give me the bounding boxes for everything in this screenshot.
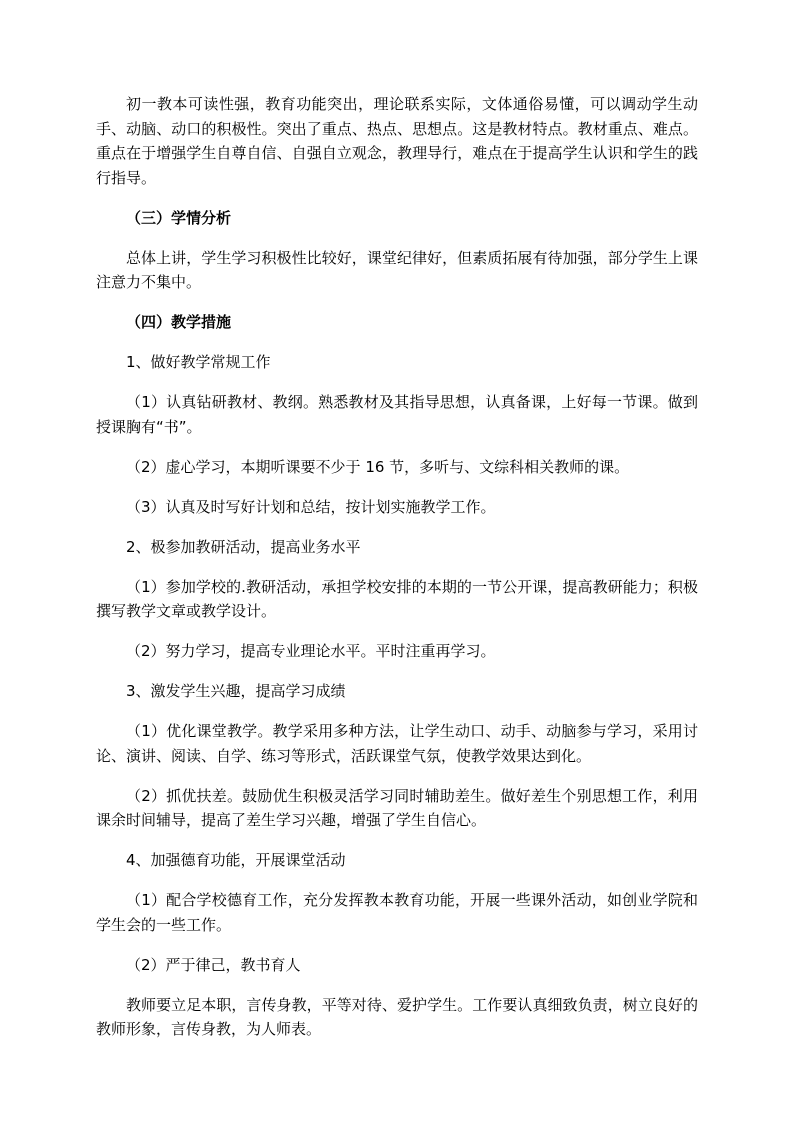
- subheading-routine-work: 1、做好教学常规工作: [126, 353, 271, 371]
- item-professional-study: （2）努力学习，提高专业理论水平。平时注重再学习。: [126, 642, 496, 660]
- subheading-student-interest: 3、激发学生兴趣，提高学习成绩: [126, 682, 346, 700]
- subheading-moral-education: 4、加强德育功能，开展课堂活动: [126, 851, 346, 869]
- document-page: [96, 92, 698, 1042]
- paragraph-student-analysis: 总体上讲，学生学习积极性比较好，课堂纪律好，但素质拓展有待加强，部分学生上课注意力不集中。: [96, 248, 698, 291]
- paragraph-textbook-analysis: 初一教本可读性强，教育功能突出，理论联系实际，文体通俗易懂，可以调动学生动手、动脑、动口的积极性。突出了重点、热点、思想点。这是教材特点。教材重点、难点。重点在于增强学生自尊自信、自强自立观念，教理导行，难点在于提高学生认识和学生的践行指导。: [96, 95, 698, 187]
- paragraph-teacher-role: 教师要立足本职，言传身教，平等对待、爱护学生。工作要认真细致负责，树立良好的教师形象，言传身教，为人师表。: [96, 995, 698, 1038]
- heading-teaching-measures: （四）教学措施: [126, 313, 232, 331]
- item-self-discipline: （2）严于律己，教书育人: [126, 955, 301, 974]
- item-study-materials: （1）认真钻研教材、教纲。熟悉教材及其指导思想，认真备课，上好每一节课。做到授课胸有“书”。: [96, 393, 698, 436]
- item-school-moral-work: （1）配合学校德育工作，充分发挥教本教育功能，开展一些课外活动，如创业学院和学生会的一些工作。: [96, 891, 698, 934]
- heading-student-analysis: （三）学情分析: [126, 208, 232, 227]
- item-plans-summaries: （3）认真及时写好计划和总结，按计划实施教学工作。: [126, 497, 496, 516]
- item-optimize-teaching: （1）优化课堂教学。教学采用多种方法，让学生动口、动手、动脑参与学习，采用讨论、演讲、阅读、自学、练习等形式，活跃课堂气氛，使教学效果达到化。: [96, 722, 698, 765]
- item-open-class: （1）参加学校的.教研活动，承担学校安排的本期的一节公开课，提高教研能力；积极撰写教学文章或教学设计。: [96, 577, 698, 620]
- item-attend-lessons: （2）虚心学习，本期听课要不少于 16 节，多听与、文综科相关教师的课。: [126, 457, 630, 476]
- item-help-students: （2）抓优扶差。鼓励优生积极灵活学习同时辅助差生。做好差生个别思想工作，利用课余时间辅导，提高了差生学习兴趣，增强了学生自信心。: [96, 786, 698, 829]
- subheading-research-activities: 2、极参加教研活动，提高业务水平: [126, 537, 361, 556]
